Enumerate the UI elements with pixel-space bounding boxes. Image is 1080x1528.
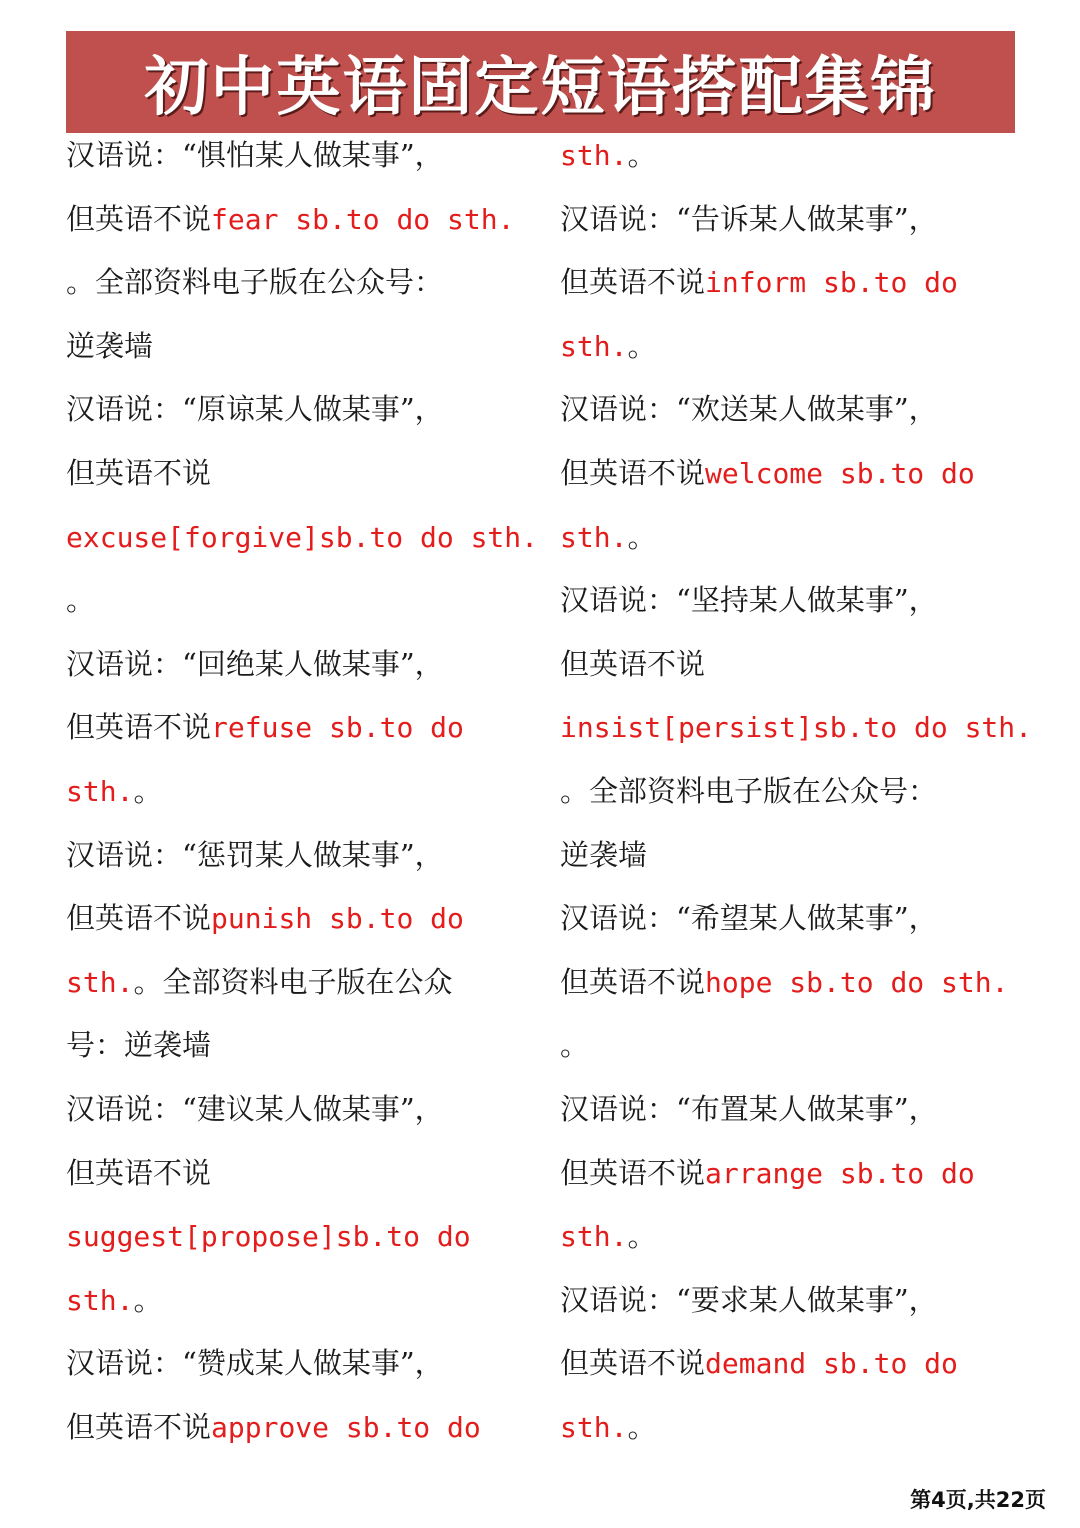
- chinese-text: 。: [627, 1409, 657, 1444]
- english-phrase: sth.: [560, 520, 628, 554]
- chinese-text: 汉语说：“欢送某人做某事”，: [560, 392, 938, 427]
- text-line: [66, 951, 536, 1015]
- chinese-text: 逆袭墙: [66, 328, 154, 363]
- english-phrase: sth.: [560, 1220, 628, 1254]
- text-line: [66, 442, 536, 506]
- chinese-text: 汉语说：“原谅某人做某事”，: [66, 392, 444, 427]
- chinese-text: 汉语说：“坚持某人做某事”，: [560, 583, 938, 618]
- chinese-text: 号：逆袭墙: [66, 1028, 212, 1063]
- text-line: [66, 1396, 536, 1460]
- chinese-text: 汉语说：“告诉某人做某事”，: [560, 201, 938, 236]
- text-line: [66, 251, 536, 315]
- english-phrase: sth.: [560, 139, 628, 172]
- chinese-text: 。全部资料电子版在公众号：: [560, 773, 938, 808]
- chinese-text: 但英语不说: [66, 201, 212, 236]
- text-line: [66, 887, 536, 951]
- english-phrase: approve sb.to do: [211, 1410, 481, 1444]
- chinese-text: 但英语不说: [66, 1155, 212, 1190]
- page-number: 第4页,共22页: [910, 1488, 1046, 1512]
- chinese-text: 。: [627, 519, 657, 554]
- english-phrase: demand sb.to do: [705, 1347, 958, 1381]
- english-phrase: punish sb.to do: [211, 902, 464, 936]
- text-line: [560, 1014, 1030, 1078]
- text-line: [66, 188, 536, 252]
- chinese-text: 。: [133, 1282, 163, 1317]
- chinese-text: 。: [627, 1219, 657, 1254]
- chinese-text: 汉语说：“要求某人做某事”，: [560, 1282, 938, 1317]
- text-line: [66, 569, 536, 633]
- english-phrase: welcome sb.to do: [705, 456, 975, 490]
- english-phrase: excuse[forgive]sb.to do sth.: [66, 520, 539, 554]
- text-line: [560, 569, 1030, 633]
- page-title: 初中英语固定短语搭配集锦: [144, 51, 937, 125]
- chinese-text: 。全部资料电子版在公众: [133, 964, 453, 999]
- chinese-text: 汉语说：“赞成某人做某事”，: [66, 1346, 444, 1381]
- english-phrase: fear sb.to do sth.: [211, 202, 515, 236]
- chinese-text: 。: [560, 1028, 590, 1063]
- chinese-text: 但英语不说: [560, 1155, 706, 1190]
- text-line: [560, 315, 1030, 379]
- chinese-text: 。: [627, 138, 657, 172]
- chinese-text: 但英语不说: [66, 1409, 212, 1444]
- chinese-text: 汉语说：“建议某人做某事”，: [66, 1091, 444, 1126]
- chinese-text: 。: [133, 773, 163, 808]
- text-line: [66, 1078, 536, 1142]
- text-line: [560, 1269, 1030, 1333]
- right-column: [560, 124, 1033, 1459]
- text-line: [66, 760, 536, 824]
- text-line: [560, 1332, 1030, 1396]
- english-phrase: sth.: [66, 774, 134, 808]
- text-line: [560, 251, 1030, 315]
- chinese-text: 汉语说：“布置某人做某事”，: [560, 1091, 938, 1126]
- english-phrase: arrange sb.to do: [705, 1156, 975, 1190]
- text-line: [560, 633, 1030, 697]
- chinese-text: 但英语不说: [560, 265, 706, 300]
- english-phrase: hope sb.to do sth.: [705, 965, 1009, 999]
- chinese-text: 但英语不说: [560, 964, 706, 999]
- left-column: [66, 124, 539, 1459]
- english-phrase: suggest[propose]sb.to do: [66, 1220, 471, 1254]
- text-line: [66, 696, 536, 760]
- english-phrase: sth.: [560, 329, 628, 363]
- text-line: [560, 124, 1030, 188]
- text-line: [66, 633, 536, 697]
- text-line: [66, 506, 539, 570]
- text-line: [66, 124, 536, 188]
- text-line: [66, 1142, 536, 1206]
- chinese-text: 汉语说：“惧怕某人做某事”，: [66, 138, 444, 172]
- text-line: [560, 951, 1030, 1015]
- chinese-text: 汉语说：“惩罚某人做某事”，: [66, 837, 444, 872]
- chinese-text: 但英语不说: [66, 710, 212, 745]
- text-line: [560, 1078, 1030, 1142]
- text-line: [560, 442, 1030, 506]
- title-banner: [66, 31, 1015, 133]
- text-line: [560, 760, 1030, 824]
- text-line: [66, 1332, 536, 1396]
- chinese-text: 但英语不说: [66, 901, 212, 936]
- text-line: [560, 188, 1030, 252]
- chinese-text: 但英语不说: [66, 455, 212, 490]
- english-phrase: sth.: [66, 965, 134, 999]
- chinese-text: 。: [66, 583, 96, 618]
- chinese-text: 但英语不说: [560, 1346, 706, 1381]
- english-phrase: inform sb.to do: [705, 266, 958, 300]
- text-line: [560, 887, 1030, 951]
- chinese-text: 。全部资料电子版在公众号：: [66, 265, 444, 300]
- english-phrase: refuse sb.to do: [211, 711, 464, 745]
- text-line: [560, 1142, 1030, 1206]
- text-line: [560, 378, 1030, 442]
- english-phrase: insist[persist]sb.to do sth.: [560, 711, 1033, 745]
- text-line: [560, 1396, 1030, 1460]
- chinese-text: 逆袭墙: [560, 837, 648, 872]
- chinese-text: 汉语说：“希望某人做某事”，: [560, 901, 938, 936]
- chinese-text: 汉语说：“回绝某人做某事”，: [66, 646, 444, 681]
- text-line: [66, 1269, 536, 1333]
- text-line: [66, 1205, 536, 1269]
- english-phrase: sth.: [66, 1283, 134, 1317]
- text-line: [66, 824, 536, 888]
- english-phrase: sth.: [560, 1410, 628, 1444]
- text-line: [560, 506, 1030, 570]
- chinese-text: 。: [627, 328, 657, 363]
- text-line: [66, 1014, 536, 1078]
- chinese-text: 但英语不说: [560, 646, 706, 681]
- text-line: [66, 378, 536, 442]
- text-line: [66, 315, 536, 379]
- text-line: [560, 1205, 1030, 1269]
- text-line: [560, 824, 1030, 888]
- text-line: [560, 696, 1033, 760]
- chinese-text: 但英语不说: [560, 455, 706, 490]
